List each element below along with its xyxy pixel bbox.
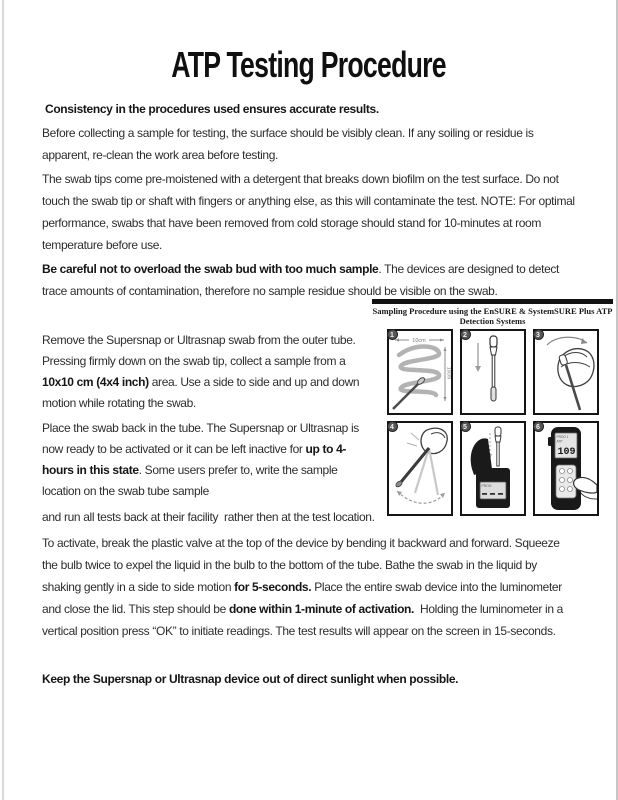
shake-swab-icon [389,423,451,514]
sampling-procedure-figure [372,299,613,516]
figure-panel-3 [533,329,599,415]
svg-text:PROG: PROG [481,484,491,488]
luminometer-reading-icon [535,423,597,514]
panel-number-badge: 4 [387,421,398,432]
paragraph-place-swab: Place the swab back in the tube. The Supersnap or Ultrasnap is now ready to be activated or it can be left inactive for up to 4-hours in this state. Some users prefer to, write the sample location on the swab tube sample [42,421,362,498]
figure-row-1 [372,329,613,415]
figure-row-2 [372,421,613,516]
figure-panel-6 [533,421,599,516]
panel-number-badge: 1 [387,329,398,340]
figure-caption [372,306,613,326]
figure-caption-line1: Sampling Procedure using the EnSURE & SystemSURE Plus ATP [372,306,613,316]
swab-device-icon [462,331,524,413]
insert-swab-luminometer-icon [462,423,524,514]
panel-number-badge: 2 [460,329,471,340]
paragraph-consistency: Consistency in the procedures used ensures accurate results. [45,102,379,116]
figure-panel-5 [460,421,526,516]
paragraph-remove-swab: Remove the Supersnap or Ultrasnap swab from the outer tube. Pressing firmly down on the swab tip, collect a sample from a 10x10 cm (4x4 inch) area. Use a side to side and up and down motion while rotating the swab. [42,333,363,410]
figure-panel-2 [460,329,526,415]
panel-number-badge: 6 [533,421,544,432]
figure-caption-line2: Detection Systems [459,316,526,326]
paragraph-run-tests: and run all tests back at their facility rather then at the test location. [42,510,375,524]
hand-rotating-swab-icon [535,331,597,413]
paragraph-sunlight: Keep the Supersnap or Ultrasnap device out of direct sunlight when possible. [42,672,459,686]
swab-surface-pattern-icon [389,331,451,413]
page-title: ATP Testing Procedure [171,44,446,85]
paragraph-before-testing: Before collecting a sample for testing, the surface should be visibly clean. If any soiling or residue is apparent, re-clean the work area before testing. [42,126,537,162]
title-row [42,46,575,84]
svg-text:10cm: 10cm [411,338,426,344]
panel-number-badge: 3 [533,329,544,340]
svg-text:ATP: ATP [556,439,562,444]
panel-number-badge: 5 [460,421,471,432]
page-edge-left [2,0,4,800]
paragraph-overload: Be careful not to overload the swab bud with too much sample. The devices are designed to detect trace amounts of contamination, therefore no sample residue should be visible on the swab. [42,262,563,298]
paragraph-activate: To activate, break the plastic valve at the top of the device by bending it backward and forward. Squeeze the bulb twice to expel the liquid in the bulb to the bottom of the tube. Bathe the swab in the liquid by shaking gently in a side to side motion for 5-seconds. Place the entire swab device into the luminometer and close the lid. This step should be done within 1-minute of activation. Holding the luminometer in a vertical position press “OK” to initiate readings. The test results will appear on the screen in 15-seconds. [42,536,566,638]
svg-text:10cm: 10cm [445,366,451,380]
paragraph-swab-tips: The swab tips come pre-moistened with a detergent that breaks down biofilm on the test surface. Do not touch the swab tip or shaft with fingers or anything else, as this will contaminate the test. NOTE: For optimal performance, swabs that have been removed from cold storage should stand for 10-minutes at room temperature before use. [42,172,578,252]
figure-panel-1 [387,329,453,415]
figure-panel-4 [387,421,453,516]
svg-text:PROG 1: PROG 1 [556,435,569,439]
svg-text:109: 109 [556,447,575,458]
figure-top-bar [372,299,613,304]
